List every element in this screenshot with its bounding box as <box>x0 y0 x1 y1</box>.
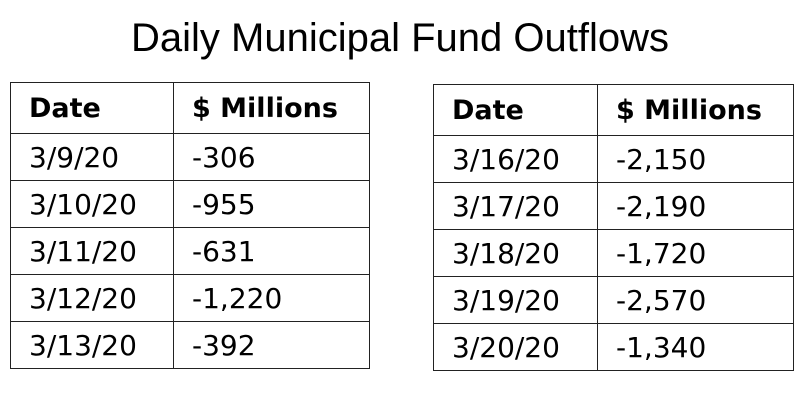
date-cell: 3/20/20 <box>434 324 598 371</box>
date-cell: 3/17/20 <box>434 183 598 230</box>
date-column-header: Date <box>11 83 174 134</box>
table-row <box>434 183 794 230</box>
value-cell: -1,340 <box>598 324 794 371</box>
date-cell: 3/16/20 <box>434 136 598 183</box>
millions-column-header: $ Millions <box>174 83 370 134</box>
date-cell: 3/19/20 <box>434 277 598 324</box>
table-row <box>11 181 370 228</box>
date-cell: 3/18/20 <box>434 230 598 277</box>
outflow-table-right <box>433 84 794 371</box>
value-cell: -2,150 <box>598 136 794 183</box>
value-cell: -392 <box>174 322 370 369</box>
date-column-header: Date <box>434 85 598 136</box>
chart-title: Daily Municipal Fund Outflows <box>131 16 669 60</box>
date-cell: 3/11/20 <box>11 228 174 275</box>
table-row <box>11 134 370 181</box>
value-cell: -631 <box>174 228 370 275</box>
value-cell: -1,720 <box>598 230 794 277</box>
millions-column-header: $ Millions <box>598 85 794 136</box>
outflow-table-left <box>10 82 370 369</box>
date-cell: 3/13/20 <box>11 322 174 369</box>
table-row <box>11 228 370 275</box>
table-header-row <box>11 83 370 134</box>
value-cell: -2,570 <box>598 277 794 324</box>
date-cell: 3/9/20 <box>11 134 174 181</box>
table-row <box>434 136 794 183</box>
table-header-row <box>434 85 794 136</box>
value-cell: -955 <box>174 181 370 228</box>
table-row <box>434 324 794 371</box>
value-cell: -306 <box>174 134 370 181</box>
table-row <box>11 322 370 369</box>
table-row <box>11 275 370 322</box>
date-cell: 3/12/20 <box>11 275 174 322</box>
value-cell: -2,190 <box>598 183 794 230</box>
table-row <box>434 277 794 324</box>
table-row <box>434 230 794 277</box>
date-cell: 3/10/20 <box>11 181 174 228</box>
value-cell: -1,220 <box>174 275 370 322</box>
